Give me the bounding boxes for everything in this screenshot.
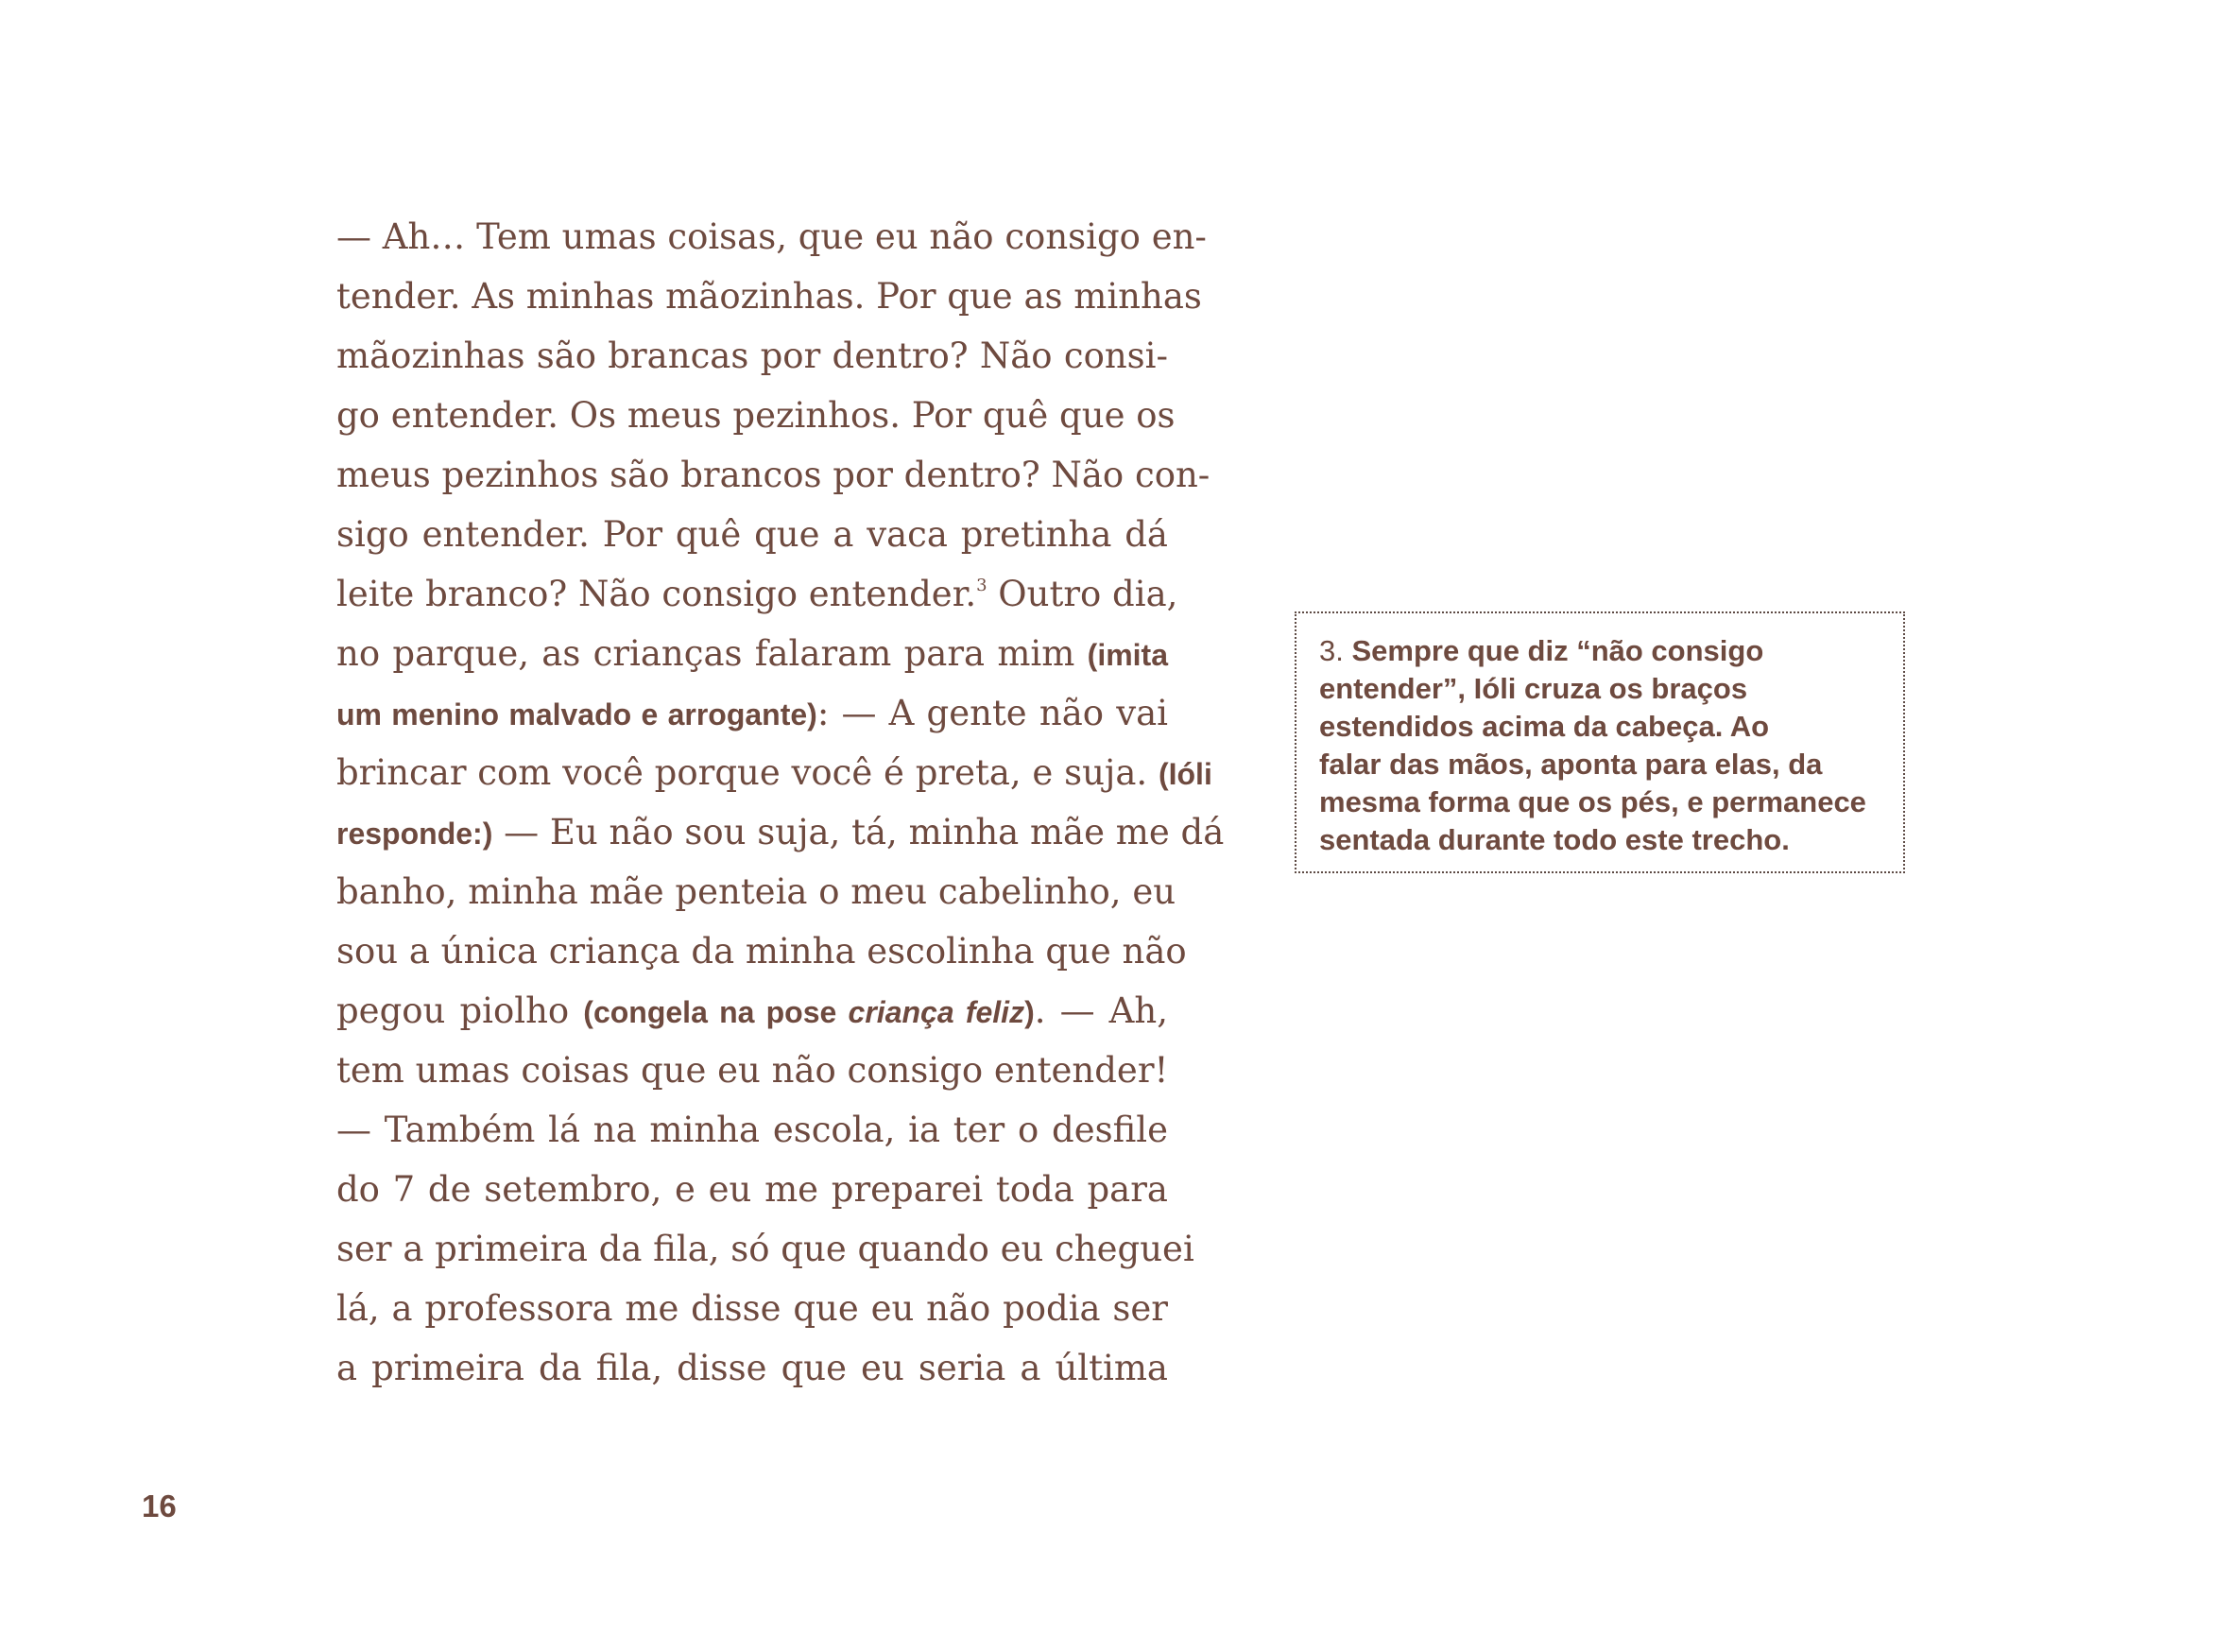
text-line: do 7 de setembro, e eu me preparei toda para — [336, 1169, 1168, 1210]
text-line: — Também lá na minha escola, ia ter o desfile — [336, 1110, 1168, 1150]
footnote-line: estendidos acima da cabeça. Ao — [1319, 710, 1770, 743]
text-segment: Outro dia, — [987, 574, 1178, 614]
text-segment: : — A gente não vai — [816, 693, 1168, 733]
text-segment: . — Ah, — [1034, 990, 1168, 1031]
text-line: meus pezinhos são brancos por dentro? Não con- — [336, 455, 1210, 495]
text-line: banho, minha mãe penteia o meu cabelinho, eu — [336, 871, 1176, 912]
stage-italic-text: criança feliz — [848, 995, 1025, 1029]
footnote-line: mesma forma que os pés, e permanece — [1319, 785, 1866, 818]
text-line: lá, a professora me disse que eu não podia ser — [336, 1288, 1168, 1329]
stage-direction: (Ióli — [1158, 757, 1212, 791]
footnote-box — [1295, 611, 1905, 873]
text-line — [336, 743, 1212, 802]
stage-direction: (imita — [1087, 638, 1168, 672]
text-line: mãozinhas são brancas por dentro? Não consi- — [336, 336, 1168, 376]
text-segment: pegou piolho — [336, 990, 584, 1031]
text-line — [336, 981, 1168, 1041]
text-segment: — Eu não sou suja, tá, minha mãe me dá — [492, 812, 1225, 852]
footnote-reference: 3 — [976, 576, 987, 595]
text-line: ser a primeira da fila, só que quando eu cheguei — [336, 1229, 1194, 1269]
main-text — [336, 207, 1225, 1398]
text-line — [336, 624, 1168, 683]
footnote-number: 3. — [1319, 634, 1344, 667]
stage-direction: um menino malvado e arrogante) — [336, 697, 817, 731]
footnote-line — [1319, 632, 1880, 670]
text-line — [336, 564, 1178, 624]
text-line: sou a única criança da minha escolinha que não — [336, 931, 1187, 972]
text-line — [336, 683, 1168, 743]
text-line: a primeira da fila, disse que eu seria a última — [336, 1348, 1168, 1388]
stage-text: (congela na pose — [583, 995, 849, 1029]
footnote-line: falar das mãos, aponta para elas, da — [1319, 748, 1823, 781]
text-line: sigo entender. Por quê que a vaca pretinha dá — [336, 514, 1168, 555]
text-segment: brincar com você porque você é preta, e suja. — [336, 752, 1159, 793]
footnote-line: sentada durante todo este trecho. — [1319, 823, 1790, 856]
stage-direction — [583, 995, 1034, 1029]
page-number: 16 — [142, 1489, 177, 1523]
text-line — [336, 802, 1225, 862]
footnote-text: Sempre que diz “não consigo — [1351, 634, 1764, 667]
text-line: — Ah… Tem umas coisas, que eu não consigo en- — [336, 216, 1207, 257]
text-line: go entender. Os meus pezinhos. Por quê que os — [336, 395, 1176, 436]
text-line: tem umas coisas que eu não consigo entender! — [336, 1050, 1169, 1091]
footnote-line: entender”, Ióli cruza os braços — [1319, 672, 1748, 705]
text-segment: no parque, as crianças falaram para mim — [336, 633, 1088, 674]
stage-direction: responde:) — [336, 817, 493, 851]
stage-text: ) — [1024, 995, 1035, 1029]
text-segment: leite branco? Não consigo entender. — [336, 574, 977, 614]
text-line: tender. As minhas mãozinhas. Por que as minhas — [336, 276, 1202, 317]
